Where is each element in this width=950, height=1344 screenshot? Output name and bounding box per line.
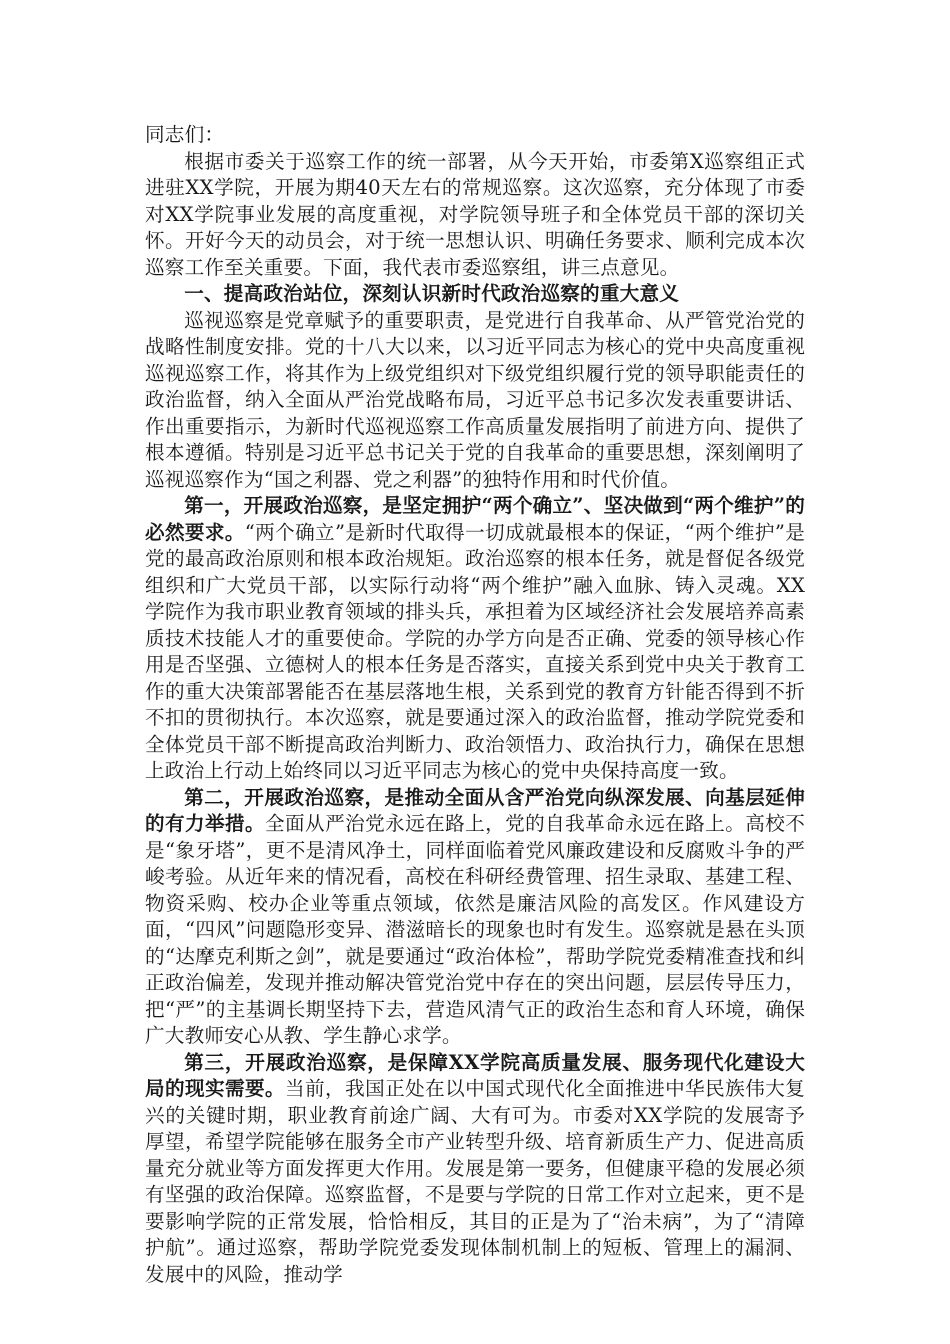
- point-1-paragraph: [145, 493, 805, 785]
- section-heading-1: 一、提高政治站位，深刻认识新时代政治巡察的重大意义: [184, 282, 680, 305]
- salutation: 同志们：: [145, 123, 225, 146]
- intro-paragraph: 根据市委关于巡察工作的统一部署，从今天开始，市委第Ⅹ巡察组正式进驻XX学院，开展为期40天左右的常规巡察。这次巡察，充分体现了市委对XX学院事业发展的高度重视，对学院领导班子和全体党员干部的深切关怀。开好今天的动员会，对于统一思想认识、明确任务要求、顺利完成本次巡察工作至关重要。下面，我代表市委巡察组，讲三点意见。: [145, 149, 805, 279]
- point-3-body: 当前，我国正处在以中国式现代化全面推进中华民族伟大复兴的关键时期，职业教育前途广阔、大有可为。市委对XX学院的发展寄予厚望，希望学院能够在服务全市产业转型升级、培育新质生产力、促进高质量充分就业等方面发挥更大作用。发展是第一要务，但健康平稳的发展必须有坚强的政治保障。巡察监督，不是要与学院的日常工作对立起来，更不是要影响学院的正常发展，恰恰相反，其目的正是为了“治未病”，为了“清障护航”。通过巡察，帮助学院党委发现体制机制上的短板、管理上的漏洞、发展中的风险，推动学: [145, 1077, 805, 1286]
- point-2-body: 全面从严治党永远在路上，党的自我革命永远在路上。高校不是“象牙塔”，更不是清风净土，同样面临着党风廉政建设和反腐败斗争的严峻考验。从近年来的情况看，高校在科研经费管理、招生录取、基建工程、物资采购、校办企业等重点领域，依然是廉洁风险的高发区。作风建设方面，“四风”问题隐形变异、潜滋暗长的现象也时有发生。巡察就是悬在头顶的“达摩克利斯之剑”，就是要通过“政治体检”，帮助学院党委精准查找和纠正政治偏差，发现并推动解决管党治党中存在的突出问题，层层传导压力，把“严”的主基调长期坚持下去，营造风清气正的政治生态和育人环境，确保广大教师安心从教、学生静心求学。: [145, 812, 805, 1047]
- point-2-lead: 第二，开展政治巡察，是推动全面从含严治党向纵深发展、向基层延伸的有力举措。: [145, 785, 805, 835]
- point-2-paragraph: [145, 785, 805, 1050]
- point-3-lead: 第三，开展政治巡察，是保障XX学院高质量发展、服务现代化建设大局的现实需要。: [145, 1050, 805, 1100]
- point-1-body: “两个确立”是新时代取得一切成就最根本的保证，“两个维护”是党的最高政治原则和根本政治规矩。政治巡察的根本任务，就是督促各级党组织和广大党员干部，以实际行动将“两个维护”融入血脉、铸入灵魂。XX学院作为我市职业教育领域的排头兵，承担着为区域经济社会发展培养高素质技术技能人才的重要使命。学院的办学方向是否正确、党委的领导核心作用是否坚强、立德树人的根本任务是否落实，直接关系到党中央关于教育工作的重大决策部署能否在基层落地生根，关系到党的教育方针能否得到不折不扣的贯彻执行。本次巡察，就是要通过深入的政治监督，推动学院党委和全体党员干部不断提高政治判断力、政治领悟力、政治执行力，确保在思想上政治上行动上始终同以习近平同志为核心的党中央保持高度一致。: [145, 520, 805, 782]
- point-1-lead: 第一，开展政治巡察，是坚定拥护“两个确立”、坚决做到“两个维护”的必然要求。: [145, 494, 805, 544]
- section-1-paragraph: 巡视巡察是党章赋予的重要职责，是党进行自我革命、从严管党治党的战略性制度安排。党的十八大以来，以习近平同志为核心的党中央高度重视巡视巡察工作，将其作为上级党组织对下级党组织履行党的领导职能责任的政治监督，纳入全面从严治党战略布局，习近平总书记多次发表重要讲话、作出重要指示，为新时代巡视巡察工作高质量发展指明了前进方向、提供了根本遵循。特别是习近平总书记关于党的自我革命的重要思想，深刻阐明了巡视巡察作为“国之利器、党之利器”的独特作用和时代价值。: [145, 308, 805, 491]
- document-page: [145, 122, 805, 1288]
- point-3-paragraph: [145, 1050, 805, 1289]
